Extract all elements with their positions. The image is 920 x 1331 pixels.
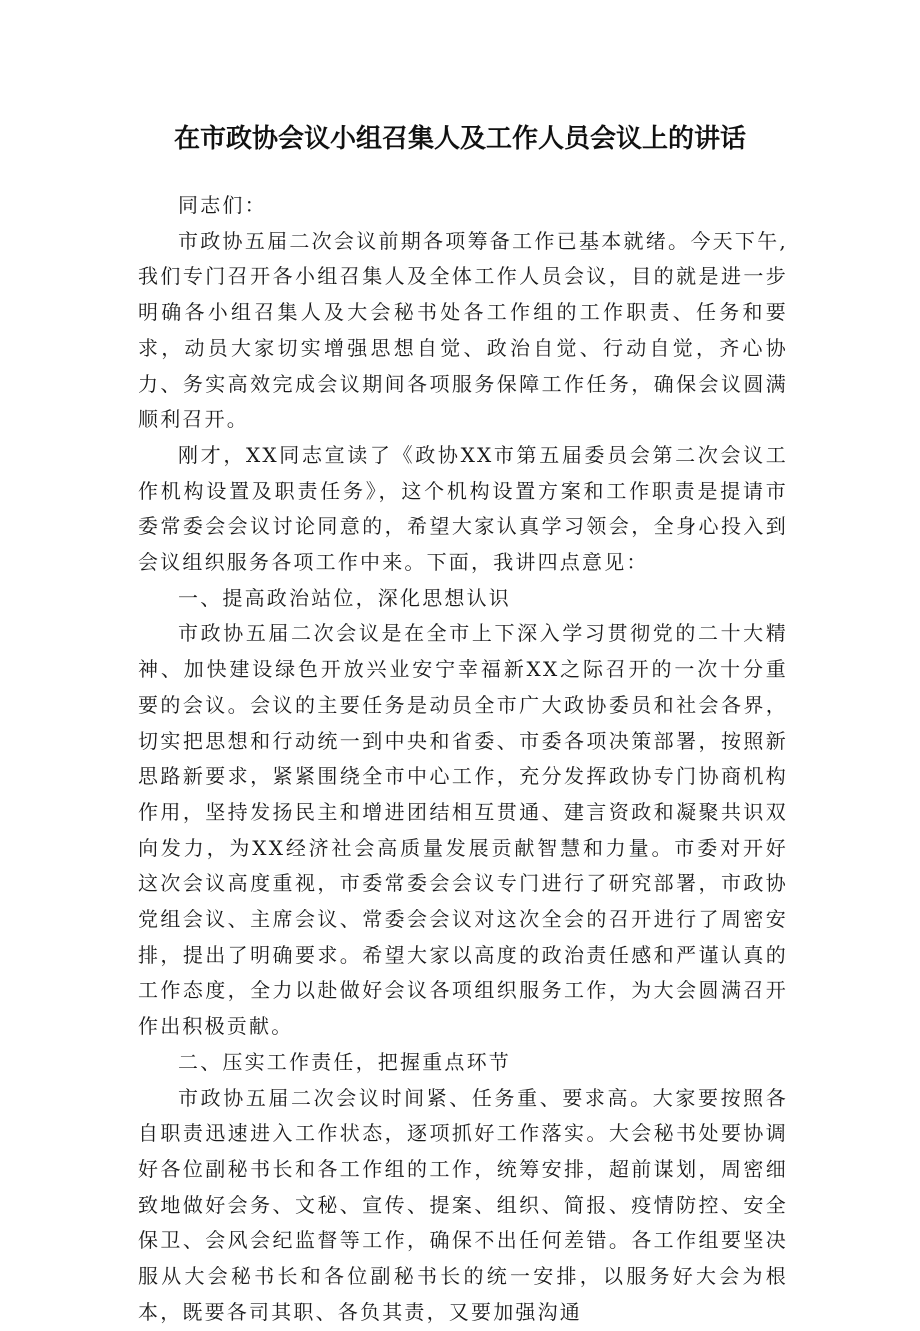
paragraph-section-2: 市政协五届二次会议时间紧、任务重、要求高。大家要按照各自职责迅速进入工作状态，逐项抓好工作落实。大会秘书处要协调好各位副秘书长和各工作组的工作，统筹安排，超前谋划，周密细致地做好会务、文秘、宣传、提案、组织、简报、疫情防控、安全保卫、会风会纪监督等工作，确保不出任何差错。各工作组要坚决服从大会秘书长和各位副秘书长的统一安排，以服务好大会为根本，既要各司其职、各负其责，又要加强沟通 [138,1085,788,1324]
section-heading-1: 一、提高政治站位，深化思想认识 [178,585,511,610]
salutation: 同志们： [178,193,267,217]
document-body [138,188,788,1331]
paragraph-intro: 市政协五届二次会议前期各项筹备工作已基本就绪。今天下午,我们专门召开各小组召集人及全体工作人员会议，目的就是进一步明确各小组召集人及大会秘书处各工作组的工作职责、任务和要求，动员大家切实增强思想自觉、政治自觉、行动自觉，齐心协力、务实高效完成会议期间各项服务保障工作任务，确保会议圆满顺利召开。 [138,228,788,432]
section-heading-2: 二、压实工作责任，把握重点环节 [178,1049,511,1074]
document-title: 在市政协会议小组召集人及工作人员会议上的讲话 [173,124,746,154]
paragraph-background: 刚才，XX同志宣读了《政协XX市第五届委员会第二次会议工作机构设置及职责任务》，这个机构设置方案和工作职责是提请市委常委会会议讨论同意的，希望大家认真学习领会，全身心投入到会议组织服务各项工作中来。下面，我讲四点意见： [138,442,788,575]
paragraph-section-1: 市政协五届二次会议是在全市上下深入学习贯彻党的二十大精神、加快建设绿色开放兴业安宁幸福新XX之际召开的一次十分重要的会议。会议的主要任务是动员全市广大政协委员和社会各界，切实把思想和行动统一到中央和省委、市委各项决策部署，按照新思路新要求，紧紧围绕全市中心工作，充分发挥政协专门协商机构作用，坚持发扬民主和增进团结相互贯通、建言资政和凝聚共识双向发力，为XX经济社会高质量发展贡献智慧和力量。市委对开好这次会议高度重视，市委常委会会议专门进行了研究部署，市政协党组会议、主席会议、常委会会议对这次全会的召开进行了周密安排，提出了明确要求。希望大家以高度的政治责任感和严谨认真的工作态度，全力以赴做好会议各项组织服务工作，为大会圆满召开作出积极贡献。 [138,621,788,1039]
